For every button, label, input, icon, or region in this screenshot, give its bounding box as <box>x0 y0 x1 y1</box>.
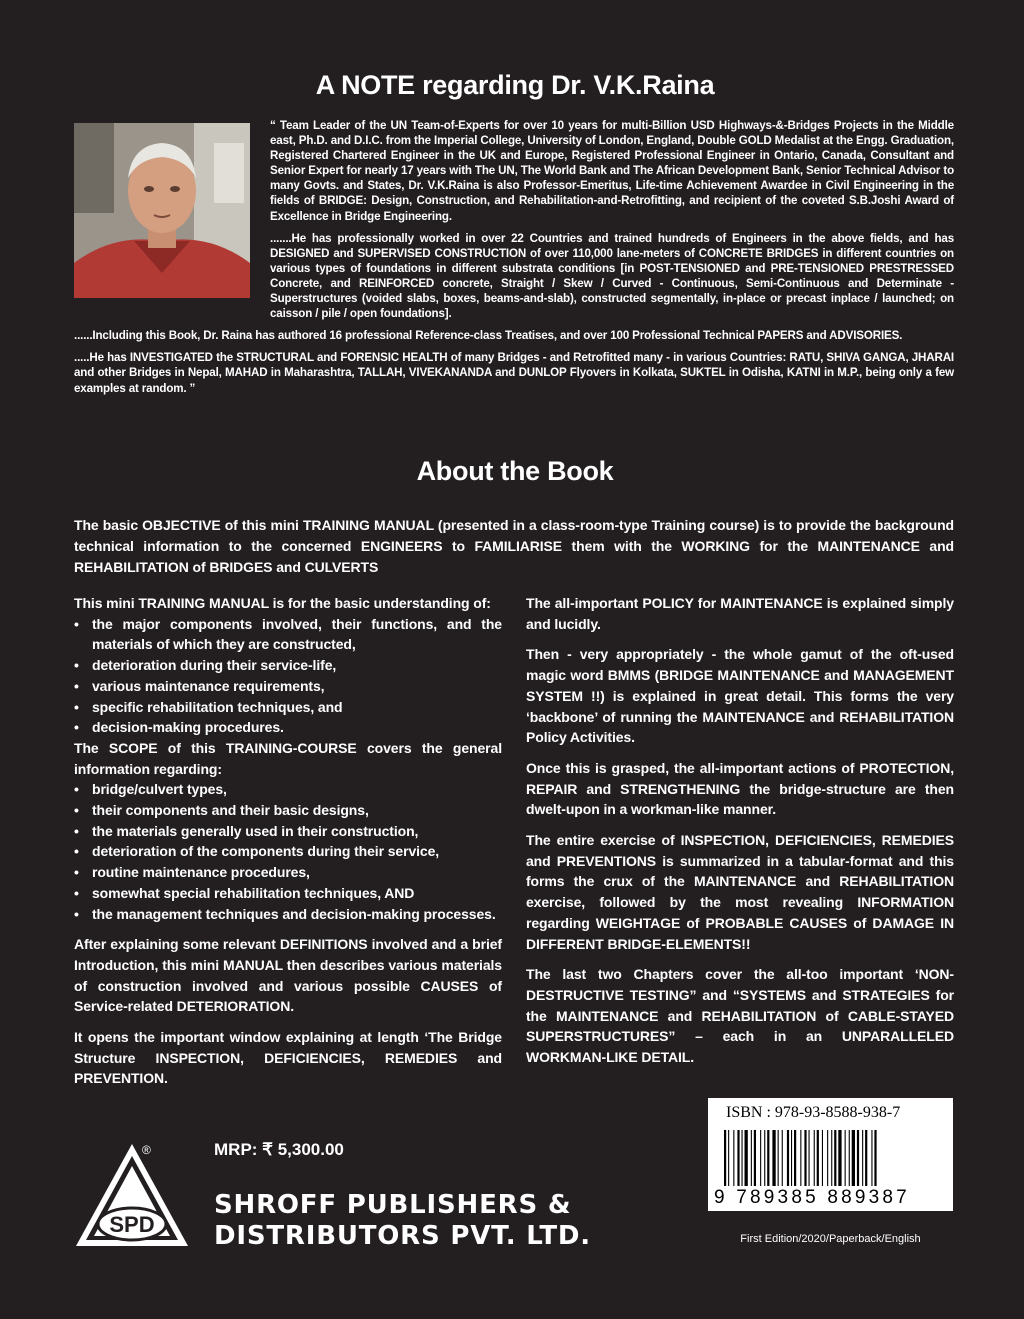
registered-mark: ® <box>142 1143 151 1157</box>
barcode-bar <box>862 1130 863 1186</box>
barcode-bar <box>794 1130 796 1186</box>
barcode-bar <box>742 1130 743 1186</box>
right-paragraph: The entire exercise of INSPECTION, DEFICIENCIES, REMEDIES and PREVENTIONS is summarized in a tabular-format and this forms the crux of the MAINTENANCE and REHABILITATION exercise, followed by the most revealing INFORMATION regarding WEIGHTAGE of PROBABLE CAUSES of DAMAGE IN DIFFERENT BRIDGE-ELEMENTS!! <box>526 832 954 952</box>
list-item: • the major components involved, their functions, and the materials of which they are constructed, <box>74 614 502 655</box>
edition-info: First Edition/2020/Paperback/English <box>740 1233 921 1245</box>
left-column <box>74 593 502 1099</box>
isbn-label: ISBN : 978-93-8588-938-7 <box>726 1104 901 1121</box>
note-title: A NOTE regarding Dr. V.K.Raina <box>315 70 715 100</box>
barcode-bar <box>745 1130 748 1186</box>
barcode-bar <box>724 1130 726 1186</box>
barcode-bar <box>865 1130 867 1186</box>
list-item: • the materials generally used in their construction, <box>74 821 502 842</box>
publisher-name <box>214 1190 591 1252</box>
list-item: • deterioration during their service-life, <box>74 655 502 676</box>
barcode-bar <box>822 1130 823 1186</box>
barcode-bar <box>827 1130 828 1186</box>
spd-logo <box>70 1140 195 1252</box>
note-paragraph: .......He has professionally worked in over 22 Countries and trained hundreds of Engineers in the above fields, and has DESIGNED and SUPERVISED CONSTRUCTION of over 110,000 lane-meters of CONCRETE BRIDGES in different countries on various types of foundations in different substrata conditions [in POST-TENSIONED and PRE-TENSIONED PRESTRESSED Concrete, and REINFORCED concrete, Straight / Skew / Curved - Continuous, Semi-Continuous and Determinate - Superstructures (voided slabs, boxes, beams-and-slab), constructed segmentally, in-place or precast inplace / launched; on caisson / pile / open foundations]. <box>270 231 954 321</box>
barcode-bar <box>871 1130 872 1186</box>
barcode-bar <box>849 1130 850 1186</box>
left-paragraph: After explaining some relevant DEFINITIONS involved and a brief Introduction, this mini MANUAL then describes various materials of construction involved and various possible CAUSES of Service-related DETERIORATION. <box>74 936 502 1015</box>
barcode-bar <box>804 1130 806 1186</box>
scope-list <box>74 779 502 924</box>
barcode-bar <box>845 1130 846 1186</box>
about-title: About the Book <box>416 456 614 486</box>
list-item: • somewhat special rehabilitation techniques, AND <box>74 883 502 904</box>
isbn-box <box>708 1098 953 1211</box>
left-paragraph: The SCOPE of this TRAINING-COURSE covers the general information regarding: <box>74 739 502 777</box>
list-item: • routine maintenance procedures, <box>74 862 502 883</box>
list-item: • various maintenance requirements, <box>74 676 502 697</box>
barcode-bar <box>874 1130 876 1186</box>
barcode-bar <box>728 1130 729 1186</box>
barcode-bar <box>733 1130 734 1186</box>
list-item: • their components and their basic designs, <box>74 800 502 821</box>
barcode-bar <box>814 1130 815 1186</box>
barcode-bar <box>760 1130 761 1186</box>
barcode-bar <box>782 1130 783 1186</box>
right-paragraph: The all-important POLICY for MAINTENANCE is explained simply and lucidly. <box>526 595 954 632</box>
left-paragraph: This mini TRAINING MANUAL is for the basic understanding of: <box>74 595 491 611</box>
note-paragraph: “ Team Leader of the UN Team-of-Experts for over 10 years for multi-Billion USD Highways-&-Bridges Projects in the Middle east, Ph.D. and D.I.C. from the Imperial College, University of London, England, Double GOLD Medalist at the Engg. Graduation, Registered Chartered Engineer in the UK and Europe, Registered Professional Engineer in Ontario, Canada, Consultant and Senior Expert for nearly 17 years with The UN, The World Bank and The African Development Bank, Senior Technical Advisor to many Govts. and States, Dr. V.K.Raina is also Professor-Emeritus, Life-time Achievement Awardee in Civil Engineering in the fields of BRIDGE: Design, Construction, and Rehabilitation-and-Retrofitting, and recipient of the coveted S.B.Joshi Award of Excellence in Bridge Engineering. <box>270 119 954 223</box>
list-item: • the management techniques and decision-making processes. <box>74 904 502 925</box>
barcode-bar <box>787 1130 789 1186</box>
barcode-bar <box>737 1130 739 1186</box>
right-paragraph: The last two Chapters cover the all-too important ‘NON-DESTRUCTIVE TESTING” and “SYSTEMS and STRATEGIES for the MAINTENANCE and REHABILITATION of CABLE-STAYED SUPERSTRUCTURES” – each in an UNPARALLELED WORKMAN-LIKE DETAIL. <box>526 966 954 1066</box>
barcode-bar <box>751 1130 752 1186</box>
list-item: • specific rehabilitation techniques, and <box>74 697 502 718</box>
list-item: • deterioration of the components during their service, <box>74 841 502 862</box>
mrp-price: MRP: ₹ 5,300.00 <box>214 1140 344 1159</box>
barcode-bar <box>800 1130 801 1186</box>
right-paragraph: Once this is grasped, the all-important actions of PROTECTION, REPAIR and STRENGTHENING the bridge-structure are then dwelt-upon in a workman-like manner. <box>526 759 954 818</box>
barcode-bar <box>778 1130 779 1186</box>
note-text <box>74 118 954 403</box>
barcode <box>724 1130 939 1186</box>
isbn-digits: 9 789385 889387 <box>714 1187 910 1208</box>
understanding-list <box>74 614 502 738</box>
about-intro: The basic OBJECTIVE of this mini TRAINING MANUAL (presented in a class-room-type Training course) is to provide the background technical information to the concerned ENGINEERS to FAMILIARISE them with the WORKING for the MAINTENANCE and REHABILITATION of BRIDGES and CULVERTS <box>74 517 954 575</box>
publisher-line: SHROFF PUBLISHERS & <box>214 1190 572 1220</box>
barcode-bar <box>767 1130 769 1186</box>
note-paragraph: .....He has INVESTIGATED the STRUCTURAL and FORENSIC HEALTH of many Bridges - and Retrofitted many - in various Countries: RATU, SHIVA GANGA, JHARAI and other Bridges in Nepal, MAHAD in Maharashtra, TALLAH, VIVEKANANDA and DUNLOP Flyovers in Kolkata, SUKTEL in Odisha, KATNI in M.P., being only a few examples at random. ” <box>74 351 954 395</box>
barcode-bar <box>764 1130 765 1186</box>
barcode-bar <box>857 1130 859 1186</box>
barcode-bar <box>791 1130 792 1186</box>
logo-text: SPD <box>109 1212 155 1237</box>
left-paragraph: It opens the important window explaining at length ‘The Bridge Structure INSPECTION, DEFICIENCIES, REMEDIES and PREVENTION. <box>74 1029 502 1087</box>
barcode-bar <box>809 1130 810 1186</box>
barcode-bar <box>831 1130 832 1186</box>
barcode-bar <box>754 1130 756 1186</box>
right-column <box>526 593 954 1078</box>
note-paragraph: ......Including this Book, Dr. Raina has authored 16 professional Reference-class Treatises, and over 100 Professional Technical PAPERS and ADVISORIES. <box>74 329 903 343</box>
barcode-bar <box>852 1130 855 1186</box>
barcode-bar <box>772 1130 775 1186</box>
barcode-bar <box>817 1130 819 1186</box>
right-paragraph: Then - very appropriately - the whole gamut of the oft-used magic word BMMS (BRIDGE MAINTENANCE and MANAGEMENT SYSTEM !!) is explained in great detail. This forms the very ‘backbone’ of running the MAINTENANCE and REHABILITATION Policy Activities. <box>526 646 954 746</box>
publisher-line: DISTRIBUTORS PVT. LTD. <box>214 1221 591 1251</box>
barcode-bar <box>834 1130 836 1186</box>
barcode-bar <box>838 1130 841 1186</box>
list-item: • decision-making procedures. <box>74 717 502 738</box>
list-item: • bridge/culvert types, <box>74 779 502 800</box>
